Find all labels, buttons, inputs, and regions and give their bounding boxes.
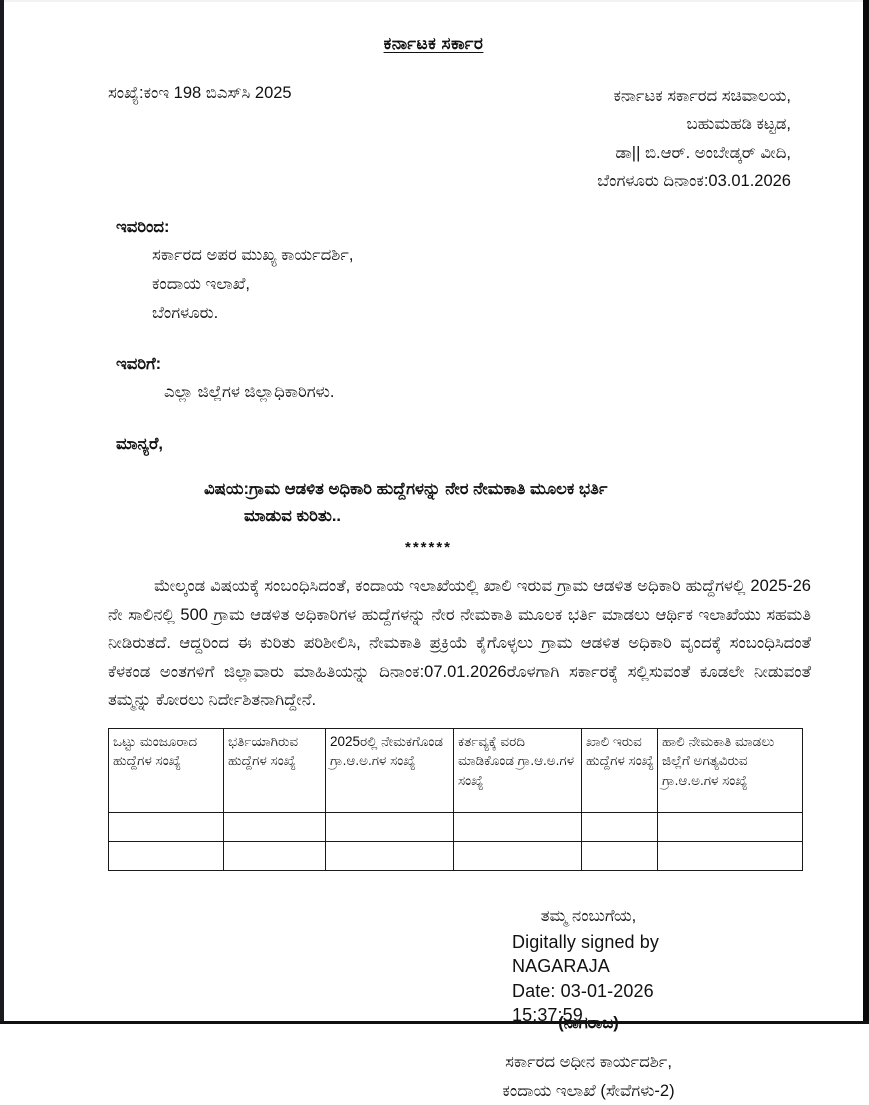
table-column-header-label: ಖಾಲಿ ಇರುವ ಹುದ್ದೆಗಳ ಸಂಖ್ಯೆ — [586, 734, 654, 769]
table-cell — [582, 841, 658, 870]
letterhead-address — [597, 82, 819, 196]
to-details — [164, 378, 819, 407]
table-cell — [326, 812, 454, 841]
table-cell — [326, 841, 454, 870]
table-cell — [658, 841, 803, 870]
table-column-header — [109, 729, 224, 813]
table-column-header — [582, 729, 658, 813]
reference-number: ಸಂಖ್ಯೆ:ಕಂಇ 198 ಬಿಎಸ್‌ಸಿ 2025 — [108, 84, 292, 102]
page-title: ಕರ್ನಾಟಕ ಸರ್ಕಾರ — [383, 34, 484, 53]
digital-signature-line-1: Digitally signed by — [512, 931, 659, 952]
designation-line-2: ಕಂದಾಯ ಇಲಾಖೆ (ಸೇವೆಗಳು-2) — [502, 1081, 675, 1100]
table-cell — [109, 812, 224, 841]
subject-line-1: ಗ್ರಾಮ ಆಡಳಿತ ಅಧಿಕಾರಿ ಹುದ್ದೆಗಳನ್ನು ನೇರ ನೇಮಕಾತಿ ಮೂಲಕ ಭರ್ತಿ — [249, 479, 608, 498]
table-cell — [658, 812, 803, 841]
table-row — [109, 841, 803, 870]
from-line-1: ಸರ್ಕಾರದ ಅಪರ ಮುಖ್ಯ ಕಾರ್ಯದರ್ಶಿ, — [152, 245, 354, 264]
digital-signature-signer: NAGARAJA — [512, 956, 610, 977]
address-line-2: ಬಹುಮಹಡಿ ಕಟ್ಟಡ, — [686, 115, 791, 134]
table-header — [109, 729, 803, 813]
subject-line-2: ಮಾಡುವ ಕುರಿತು.. — [244, 506, 341, 525]
document-sheet — [4, 2, 863, 1100]
table-column-header-label: ಕರ್ತವ್ಯಕ್ಕೆ ವರದಿ ಮಾಡಿಕೊಂಡ ಗ್ರಾ.ಆ.ಅ.ಗಳ ಸಂಖ್ಯೆ — [458, 734, 575, 788]
section-separator: ****** — [404, 539, 453, 557]
reference-and-address-row — [108, 82, 819, 196]
signature-block — [108, 903, 819, 1105]
to-label: ಇವರಿಗೆ: — [116, 354, 162, 373]
table-column-header — [454, 729, 582, 813]
from-details — [152, 241, 819, 329]
designation-line-1: ಸರ್ಕಾರದ ಅಧೀನ ಕಾರ್ಯದರ್ಶಿ, — [505, 1053, 672, 1072]
document-content — [4, 2, 863, 1105]
from-line-3: ಬೆಂಗಳೂರು. — [152, 304, 219, 323]
digital-signature-time: 15:37:59 — [512, 1005, 583, 1025]
yours-truly: ತಮ್ಮ ನಂಬುಗೆಯ, — [540, 906, 637, 925]
from-line-2: ಕಂದಾಯ ಇಲಾಖೆ, — [152, 274, 250, 293]
address-line-3: ಡಾ|| ಬಿ.ಆರ್. ಅಂಬೇಡ್ಕರ್ ವೀದಿ, — [615, 143, 791, 162]
table-column-header — [224, 729, 326, 813]
signatory-designation — [358, 1048, 819, 1105]
signatory-name: (ನಾಗರಾಜ) — [558, 1013, 619, 1032]
table-column-header-label: ಭರ್ತಿಯಾಗಿರುವ ಹುದ್ದೆಗಳ ಸಂಖ್ಯೆ — [228, 734, 299, 769]
from-label: ಇವರಿಂದ: — [116, 217, 170, 236]
address-line-1: ಕರ್ನಾಟಕ ಸರ್ಕಾರದ ಸಚಿವಾಲಯ, — [613, 87, 791, 105]
subject-block — [204, 476, 819, 529]
table-column-header-label: ಹಾಲಿ ನೇಮಕಾತಿ ಮಾಡಲು ಜಿಲ್ಲೆಗೆ ಅಗತ್ಯವಿರುವ ಗ್ರಾ.ಆ.ಅ.ಗಳ ಸಂಖ್ಯೆ — [662, 734, 775, 788]
table-column-header — [658, 729, 803, 813]
address-line-4: ಬೆಂಗಳೂರು ದಿನಾಂಕ:03.01.2026 — [597, 172, 791, 191]
table-header-row — [109, 729, 803, 813]
table-column-header-label: ಒಟ್ಟು ಮಂಜೂರಾದ ಹುದ್ದೆಗಳ ಸಂಖ್ಯೆ — [113, 734, 198, 769]
scan-edge-right — [863, 0, 869, 1024]
digital-signature-date: Date: 03-01-2026 — [512, 980, 654, 1001]
table-row — [109, 812, 803, 841]
table-cell — [454, 812, 582, 841]
salutation: ಮಾನ್ಯರೆ, — [116, 434, 163, 453]
table-cell — [224, 812, 326, 841]
body-text: ಮೇಲ್ಕಂಡ ವಿಷಯಕ್ಕೆ ಸಂಬಂಧಿಸಿದಂತೆ, ಕಂದಾಯ ಇಲಾಖೆಯಲ್ಲಿ ಖಾಲಿ ಇರುವ ಗ್ರಾಮ ಆಡಳಿತ ಅಧಿಕಾರಿ ಹುದ್ದೆಗಳಲ್ಲಿ 2025-26 ನೇ ಸಾಲಿನಲ್ಲಿ 500 ಗ್ರಾಮ ಆಡಳಿತ ಅಧಿಕಾರಿಗಳ ಹುದ್ದೆಗಳನ್ನು ನೇರ ನೇಮಕಾತಿ ಮೂಲಕ ಭರ್ತಿ ಮಾಡಲು ಆರ್ಥಿಕ ಇಲಾಖೆಯು ಸಹಮತಿ ನೀಡಿರುತದೆ. ಆದ್ದರಿಂದ ಈ ಕುರಿತು ಪರಿಶೀಲಿಸಿ, ನೇಮಕಾತಿ ಪ್ರಕ್ರಿಯೆ ಕೈಗೊಳ್ಳಲು ಗ್ರಾಮ ಆಡಳಿತ ಅಧಿಕಾರಿ ವೃಂದಕ್ಕೆ ಸಂಬಂಧಿಸಿದಂತೆ ಕೆಳಕಂಡ ಅಂತಗಳಿಗೆ ಜಿಲ್ಲಾವಾರು ಮಾಹಿತಿಯನ್ನು ದಿನಾಂಕ:07.01.2026ರೊಳಗಾಗಿ ಸರ್ಕಾರಕ್ಕೆ ಸಲ್ಲಿಸುವಂತೆ ಕೂಡಲೇ ನೀಡುವಂತೆ ತಮ್ಮನ್ನು ಕೋರಲು ನಿರ್ದೇಶಿತನಾಗಿದ್ದೇನೆ. — [108, 577, 811, 709]
table-cell — [224, 841, 326, 870]
body-paragraph — [108, 572, 819, 714]
table-body — [109, 812, 803, 870]
table-cell — [454, 841, 582, 870]
table-column-header — [326, 729, 454, 813]
subject-label: ವಿಷಯ: — [204, 479, 250, 498]
table-cell — [582, 812, 658, 841]
table-cell — [109, 841, 224, 870]
to-line-1: ಎಲ್ಲಾ ಜಿಲ್ಲೆಗಳ ಜಿಲ್ಲಾಧಿಕಾರಿಗಳು. — [164, 382, 335, 401]
table-column-header-label: 2025ರಲ್ಲಿ ನೇಮಕಗೊಂಡ ಗ್ರಾ.ಆ.ಅ.ಗಳ ಸಂಖ್ಯೆ — [330, 734, 444, 769]
information-table — [108, 728, 803, 871]
